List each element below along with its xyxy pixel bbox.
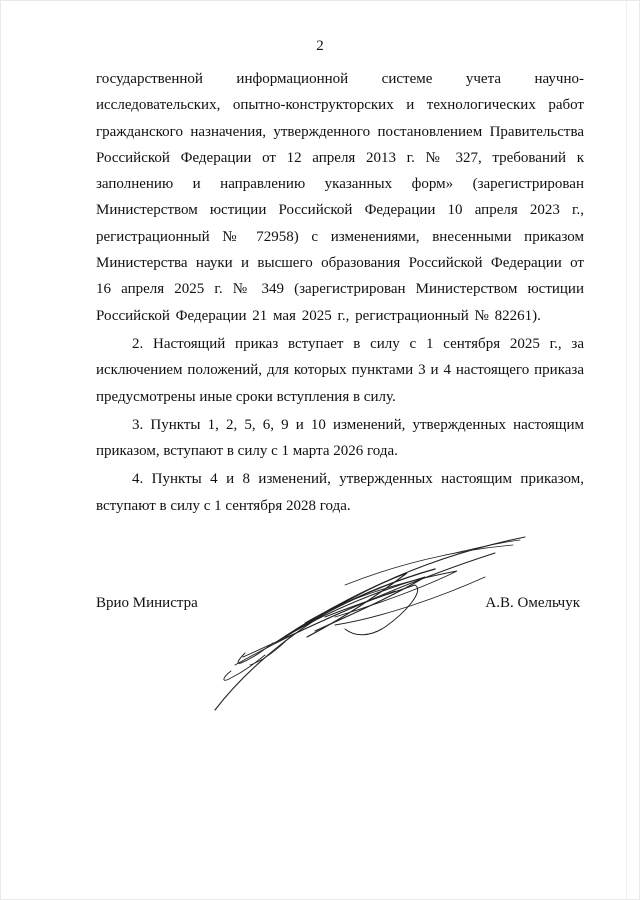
scan-edge-line <box>626 0 627 900</box>
paragraph-continuation: государственной информационной системе учета научно-исследовательских, опытно-конструкторских и технологических работ гражданского назначения, утвержденного постановлением Правительства Российской Федерации от 12 апреля 2013 г. № 327, требований к заполнению и направлению указанных форм» (зарегистрирован Министерством юстиции Российской Федерации 10 апреля 2023 г., регистрационный № 72958) с изменениями, внесенными приказом Министерства науки и высшего образования Российской Федерации от 16 апреля 2025 г. № 349 (зарегистрирован Министерством юстиции Российской Федерации 21 мая 2025 г., регистрационный № 82261). <box>96 71 584 324</box>
signatory-title: Врио Министра <box>96 595 198 611</box>
document-body <box>96 66 584 519</box>
signatory-name: А.В. Омельчук <box>485 595 580 611</box>
page-number: 2 <box>316 38 324 54</box>
paragraph-item-3: 3. Пункты 1, 2, 5, 6, 9 и 10 изменений, утвержденных настоящим приказом, вступают в силу с 1 марта 2026 года. <box>96 416 584 460</box>
paragraph-item-4: 4. Пункты 4 и 8 изменений, утвержденных настоящим приказом, вступают в силу с 1 сентября 2028 года. <box>96 471 584 514</box>
signature-block <box>96 595 584 619</box>
handwritten-signature-icon <box>195 525 545 735</box>
paragraph-item-2: 2. Настоящий приказ вступает в силу с 1 сентября 2025 г., за исключением положений, для которых пунктами 3 и 4 настоящего приказа предусмотрены иные сроки вступления в силу. <box>96 335 584 405</box>
